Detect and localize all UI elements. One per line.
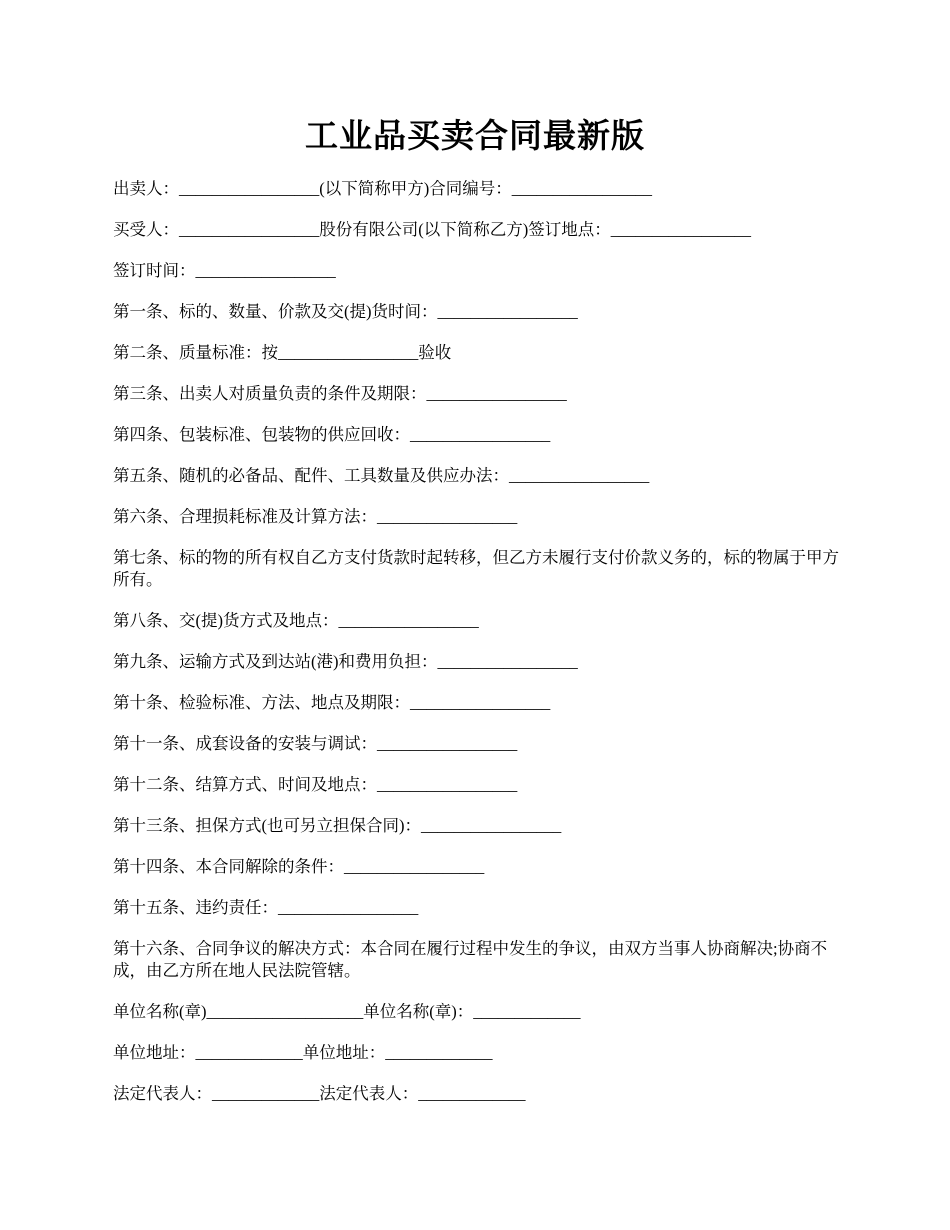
article-6: 第六条、合理损耗标准及计算方法：_________________ — [113, 507, 518, 526]
article-1: 第一条、标的、数量、价款及交(提)货时间：_________________ — [113, 302, 578, 321]
article-7: 第七条、标的物的所有权自乙方支付货款时起转移，但乙方未履行支付价款义务的，标的物属于甲方所有。 — [113, 548, 839, 589]
article-4: 第四条、包装标准、包装物的供应回收：_________________ — [113, 425, 551, 444]
article-3: 第三条、出卖人对质量负责的条件及期限：_________________ — [113, 384, 567, 403]
seller-line: 出卖人：_________________(以下简称甲方)合同编号：_________________ — [113, 179, 652, 198]
article-12: 第十二条、结算方式、时间及地点：_________________ — [113, 775, 518, 794]
article-5: 第五条、随机的必备品、配件、工具数量及供应办法：_________________ — [113, 466, 650, 485]
unit-address-line: 单位地址：_____________单位地址：_____________ — [113, 1043, 493, 1062]
article-13: 第十三条、担保方式(也可另立担保合同)：_________________ — [113, 816, 562, 835]
article-14: 第十四条、本合同解除的条件：_________________ — [113, 857, 485, 876]
article-15: 第十五条、违约责任：_________________ — [113, 898, 419, 917]
article-11: 第十一条、成套设备的安装与调试：_________________ — [113, 734, 518, 753]
legal-representative-line: 法定代表人：_____________法定代表人：_____________ — [113, 1084, 526, 1103]
unit-name-line: 单位名称(章)___________________单位名称(章)：_____________ — [113, 1002, 581, 1021]
article-2: 第二条、质量标准：按_________________验收 — [113, 343, 452, 362]
article-9: 第九条、运输方式及到达站(港)和费用负担：_________________ — [113, 652, 578, 671]
buyer-line: 买受人：_________________股份有限公司(以下简称乙方)签订地点：_________________ — [113, 220, 751, 239]
contract-body — [113, 178, 843, 1105]
article-16: 第十六条、合同争议的解决方式：本合同在履行过程中发生的争议，由双方当事人协商解决;协商不成，由乙方所在地人民法院管辖。 — [113, 939, 828, 980]
signing-date-line: 签订时间：_________________ — [113, 261, 336, 280]
article-10: 第十条、检验标准、方法、地点及期限：_________________ — [113, 693, 551, 712]
article-8: 第八条、交(提)货方式及地点：_________________ — [113, 611, 479, 630]
document-title: 工业品买卖合同最新版 — [305, 116, 645, 155]
